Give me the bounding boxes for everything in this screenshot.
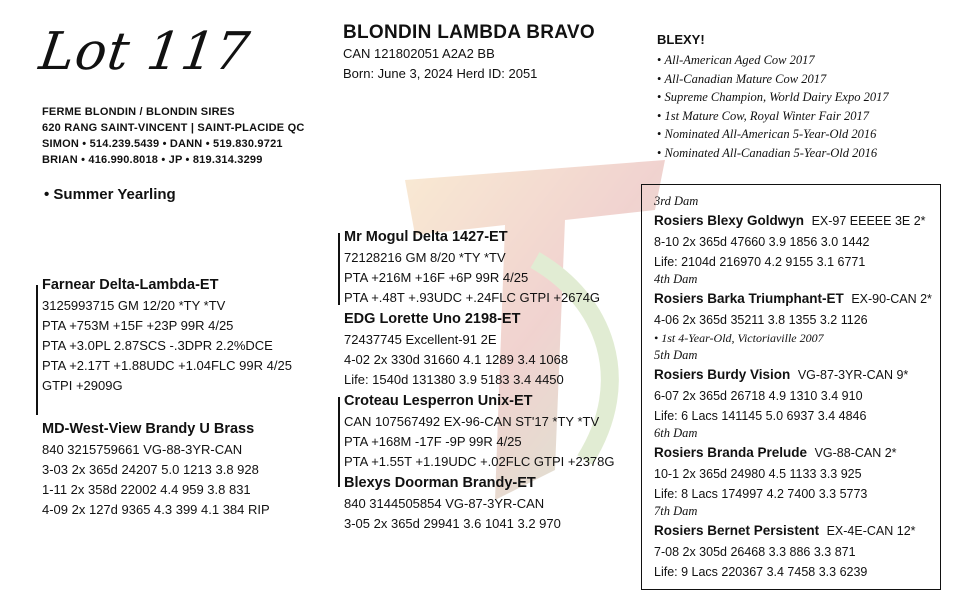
dam-name: MD-West-View Brandy U Brass — [42, 421, 255, 437]
dam-5-label: 5th Dam — [654, 348, 698, 362]
sire-dam-line: Life: 1540d 131380 3.9 5183 3.4 4450 — [344, 372, 564, 387]
dam-sire-line: PTA +1.55T +1.19UDC +.02FLC GTPI +2378G — [344, 454, 615, 469]
dam-5-block — [654, 347, 908, 426]
honors-title: BLEXY! — [657, 32, 705, 47]
dam-5-class: VG-87-3YR-CAN 9* — [797, 368, 909, 382]
dam-6-class: VG-88-CAN 2* — [814, 446, 897, 460]
sire-sire-line: PTA +.48T +.93UDC +.24FLC GTPI +2674G — [344, 290, 601, 305]
dam-3-line: 8-10 2x 365d 47660 3.9 1856 3.0 1442 — [654, 235, 870, 249]
honor-item: • Supreme Champion, World Dairy Expo 2017 — [657, 88, 889, 107]
dam-line: 4-09 2x 127d 9365 4.3 399 4.1 384 RIP — [42, 502, 270, 517]
sire-sire-block — [344, 227, 600, 308]
dam-line: 1-11 2x 358d 22002 4.4 959 3.8 831 — [42, 482, 251, 497]
dam-dam-line: 840 3144505854 VG-87-3YR-CAN — [344, 496, 545, 511]
dam-7-label: 7th Dam — [654, 504, 698, 518]
dam-3-line: Life: 2104d 216970 4.2 9155 3.1 6771 — [654, 255, 866, 269]
honor-item: • All-Canadian Mature Cow 2017 — [657, 70, 889, 89]
honor-item: • Nominated All-American 5-Year-Old 2016 — [657, 125, 889, 144]
honor-item: • Nominated All-Canadian 5-Year-Old 2016 — [657, 144, 889, 163]
dam-3-label: 3rd Dam — [654, 194, 699, 208]
dam-line: 3-03 2x 365d 24207 5.0 1213 3.8 928 — [42, 462, 259, 477]
dam-4-block — [654, 271, 932, 347]
dam-3-name-row — [654, 210, 926, 232]
sire-dam-name: EDG Lorette Uno 2198-ET — [344, 311, 521, 327]
dam-3-block — [654, 193, 926, 272]
dam-sire-block — [344, 391, 615, 472]
farm-contact — [42, 104, 304, 168]
animal-registration: CAN 121802051 A2A2 BB — [343, 46, 495, 61]
farm-contacts-1: SIMON • 514.239.5439 • DANN • 519.830.9721 — [42, 138, 283, 150]
dam-5-line: Life: 6 Lacs 141145 5.0 6937 3.4 4846 — [654, 409, 867, 423]
dam-6-block — [654, 425, 897, 504]
dam-3-class: EX-97 EEEEE 3E 2* — [811, 214, 926, 228]
dam-6-line: Life: 8 Lacs 174997 4.2 7400 3.3 5773 — [654, 487, 868, 501]
farm-address: 620 RANG SAINT-VINCENT | SAINT-PLACIDE QC — [42, 122, 305, 134]
dam-4-label: 4th Dam — [654, 272, 698, 286]
dam-6-label: 6th Dam — [654, 426, 698, 440]
dam-3-name: Rosiers Blexy Goldwyn — [654, 213, 805, 228]
honor-item: • 1st Mature Cow, Royal Winter Fair 2017 — [657, 107, 889, 126]
dam-4-name-row — [654, 288, 932, 310]
dam-sire-line: PTA +168M -17F -9P 99R 4/25 — [344, 434, 522, 449]
dam-line: 840 3215759661 VG-88-3YR-CAN — [42, 442, 243, 457]
sire-sire-bracket — [338, 233, 340, 305]
sire-line: 3125993715 GM 12/20 *TY *TV — [42, 298, 226, 313]
dam-4-note: 1st 4-Year-Old, Victoriaville 2007 — [661, 331, 824, 345]
class-label: • Summer Yearling — [44, 186, 176, 203]
honor-item: • All-American Aged Cow 2017 — [657, 51, 889, 70]
farm-name: FERME BLONDIN / BLONDIN SIRES — [42, 106, 235, 118]
sire-sire-line: 72128216 GM 8/20 *TY *TV — [344, 250, 506, 265]
animal-name: BLONDIN LAMBDA BRAVO — [343, 22, 595, 43]
sire-dam-block — [344, 309, 568, 390]
dam-7-block — [654, 503, 916, 582]
sire-bracket — [36, 285, 38, 415]
dam-4-note-row: • 1st 4-Year-Old, Victoriaville 2007 — [654, 331, 824, 345]
sire-line: PTA +753M +15F +23P 99R 4/25 — [42, 318, 234, 333]
dam-6-name: Rosiers Branda Prelude — [654, 445, 808, 460]
sire-sire-line: PTA +216M +16F +6P 99R 4/25 — [344, 270, 529, 285]
dam-dam-block — [344, 473, 561, 534]
sire-line: GTPI +2909G — [42, 378, 123, 393]
animal-header — [343, 22, 595, 84]
dam-sire-line: CAN 107567492 EX-96-CAN ST'17 *TY *TV — [344, 414, 600, 429]
sire-name: Farnear Delta-Lambda-ET — [42, 277, 219, 293]
animal-born: Born: June 3, 2024 Herd ID: 2051 — [343, 66, 538, 81]
sire-line: PTA +3.0PL 2.87SCS -.3DPR 2.2%DCE — [42, 338, 273, 353]
sire-line: PTA +2.17T +1.88UDC +1.04FLC 99R 4/25 — [42, 358, 292, 373]
dam-5-line: 6-07 2x 365d 26718 4.9 1310 3.4 910 — [654, 389, 863, 403]
dam-7-name: Rosiers Bernet Persistent — [654, 523, 820, 538]
dam-4-name: Rosiers Barka Triumphant-ET — [654, 291, 844, 306]
dam-dam-name: Blexys Doorman Brandy-ET — [344, 475, 536, 491]
dam-7-line: 7-08 2x 305d 26468 3.3 886 3.3 871 — [654, 545, 856, 559]
dam-dam-line: 3-05 2x 365d 29941 3.6 1041 3.2 970 — [344, 516, 561, 531]
dam-6-name-row — [654, 442, 897, 464]
honors-list — [657, 51, 889, 162]
dam-5-name: Rosiers Burdy Vision — [654, 367, 791, 382]
sire-dam-line: 4-02 2x 330d 31660 4.1 1289 3.4 1068 — [344, 352, 569, 367]
dam-7-class: EX-4E-CAN 12* — [826, 524, 916, 538]
sire-sire-name: Mr Mogul Delta 1427-ET — [344, 229, 508, 245]
lot-title: Lot 117 — [35, 22, 254, 82]
sire-dam-line: 72437745 Excellent-91 2E — [344, 332, 497, 347]
dam-7-name-row — [654, 520, 916, 542]
dam-block — [42, 419, 270, 520]
dam-sire-bracket — [338, 397, 340, 487]
sire-block — [42, 275, 292, 396]
dam-6-line: 10-1 2x 365d 24980 4.5 1133 3.3 925 — [654, 467, 862, 481]
farm-contacts-2: BRIAN • 416.990.8018 • JP • 819.314.3299 — [42, 154, 263, 166]
dam-4-class: EX-90-CAN 2* — [851, 292, 932, 306]
honors-block — [657, 32, 889, 162]
dam-sire-name: Croteau Lesperron Unix-ET — [344, 393, 533, 409]
maternal-line-box — [641, 184, 941, 590]
dam-4-line: 4-06 2x 365d 35211 3.8 1355 3.2 1126 — [654, 313, 868, 327]
dam-7-line: Life: 9 Lacs 220367 3.4 7458 3.3 6239 — [654, 565, 868, 579]
dam-5-name-row — [654, 364, 908, 386]
